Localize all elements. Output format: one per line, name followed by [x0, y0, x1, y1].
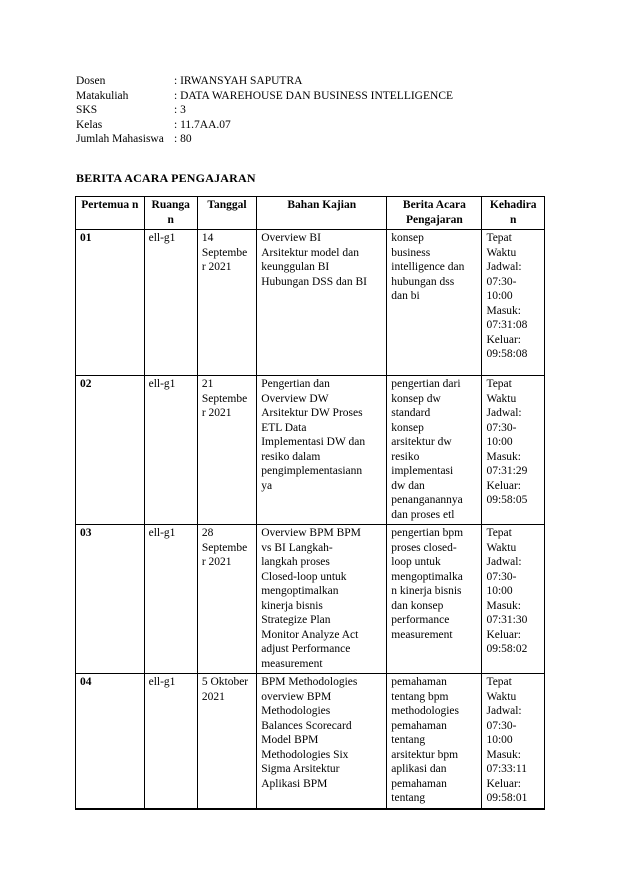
info-label: Kelas — [76, 118, 103, 131]
column-header-kehadiran: Kehadira n — [482, 197, 545, 230]
cell-pertemuan: 03 — [76, 525, 145, 674]
table-row — [76, 376, 545, 525]
column-header-ruangan: Ruanga n — [144, 197, 197, 230]
cell-kehadiran: Tepat Waktu Jadwal: 07:30- 10:00 Masuk: 07:31:08 Keluar: 09:58:08 — [482, 230, 545, 376]
info-label: Matakuliah — [76, 89, 129, 102]
column-header-bahan-kajian: Bahan Kajian — [257, 197, 387, 230]
cell-berita-acara: pemahaman tentang bpm methodologies pemahaman tentang arsitektur bpm aplikasi dan pemahaman tentang — [387, 674, 482, 809]
cell-tanggal: 14 Septembe r 2021 — [197, 230, 256, 376]
info-value: : 11.7AA.07 — [174, 118, 231, 131]
column-header-pertemuan: Pertemua n — [76, 197, 145, 230]
cell-bahan-kajian: Pengertian dan Overview DW Arsitektur DW Proses ETL Data Implementasi DW dan resiko dalam pengimplementasiann ya — [257, 376, 387, 525]
info-value: : DATA WAREHOUSE DAN BUSINESS INTELLIGENCE — [174, 89, 454, 102]
cell-pertemuan: 04 — [76, 674, 145, 809]
table-row — [76, 525, 545, 674]
cell-tanggal: 5 Oktober 2021 — [197, 674, 256, 809]
info-value: : IRWANSYAH SAPUTRA — [174, 75, 303, 87]
column-header-berita-acara: Berita Acara Pengajaran — [387, 197, 482, 230]
cell-berita-acara: konsep business intelligence dan hubungan dss dan bi — [387, 230, 482, 376]
cell-ruangan: ell-g1 — [144, 376, 197, 525]
cell-ruangan: ell-g1 — [144, 525, 197, 674]
cell-ruangan: ell-g1 — [144, 674, 197, 809]
column-header-tanggal: Tanggal — [197, 197, 256, 230]
info-row-kelas — [76, 118, 453, 133]
cell-kehadiran: Tepat Waktu Jadwal: 07:30- 10:00 Masuk: 07:31:30 Keluar: 09:58:02 — [482, 525, 545, 674]
info-value: : 80 — [174, 133, 192, 145]
cell-bahan-kajian: Overview BI Arsitektur model dan keunggulan BI Hubungan DSS dan BI — [257, 230, 387, 376]
info-row-matakuliah — [76, 89, 453, 104]
info-label: Jumlah Mahasiswa — [76, 133, 164, 145]
cell-ruangan: ell-g1 — [144, 230, 197, 376]
cell-tanggal: 28 Septembe r 2021 — [197, 525, 256, 674]
table-row — [76, 230, 545, 376]
cell-kehadiran: Tepat Waktu Jadwal: 07:30- 10:00 Masuk: 07:33:11 Keluar: 09:58:01 — [482, 674, 545, 809]
info-row-dosen — [76, 74, 453, 89]
info-label: Dosen — [76, 75, 106, 87]
section-title: BERITA ACARA PENGAJARAN — [76, 171, 256, 185]
attendance-table — [75, 196, 545, 810]
cell-berita-acara: pengertian dari konsep dw standard konsep arsitektur dw resiko implementasi dw dan penanganannya dan proses etl — [387, 376, 482, 525]
info-row-sks — [76, 103, 453, 118]
cell-tanggal: 21 Septembe r 2021 — [197, 376, 256, 525]
cell-pertemuan: 02 — [76, 376, 145, 525]
course-info — [76, 74, 453, 147]
info-row-jumlah-mahasiswa — [76, 132, 453, 147]
cell-pertemuan: 01 — [76, 230, 145, 376]
cell-berita-acara: pengertian bpm proses closed- loop untuk mengoptimalka n kinerja bisnis dan konsep performance measurement — [387, 525, 482, 674]
cell-bahan-kajian: Overview BPM BPM vs BI Langkah- langkah proses Closed-loop untuk mengoptimalkan kinerja bisnis Strategize Plan Monitor Analyze Act adjust Performance measurement — [257, 525, 387, 674]
info-label: SKS — [76, 104, 98, 116]
cell-bahan-kajian: BPM Methodologies overview BPM Methodologies Balances Scorecard Model BPM Methodologies Six Sigma Arsitektur Aplikasi BPM — [257, 674, 387, 809]
info-value: : 3 — [174, 104, 186, 116]
table-row — [76, 674, 545, 809]
cell-kehadiran: Tepat Waktu Jadwal: 07:30- 10:00 Masuk: 07:31:29 Keluar: 09:58:05 — [482, 376, 545, 525]
table-header-row — [76, 197, 545, 230]
